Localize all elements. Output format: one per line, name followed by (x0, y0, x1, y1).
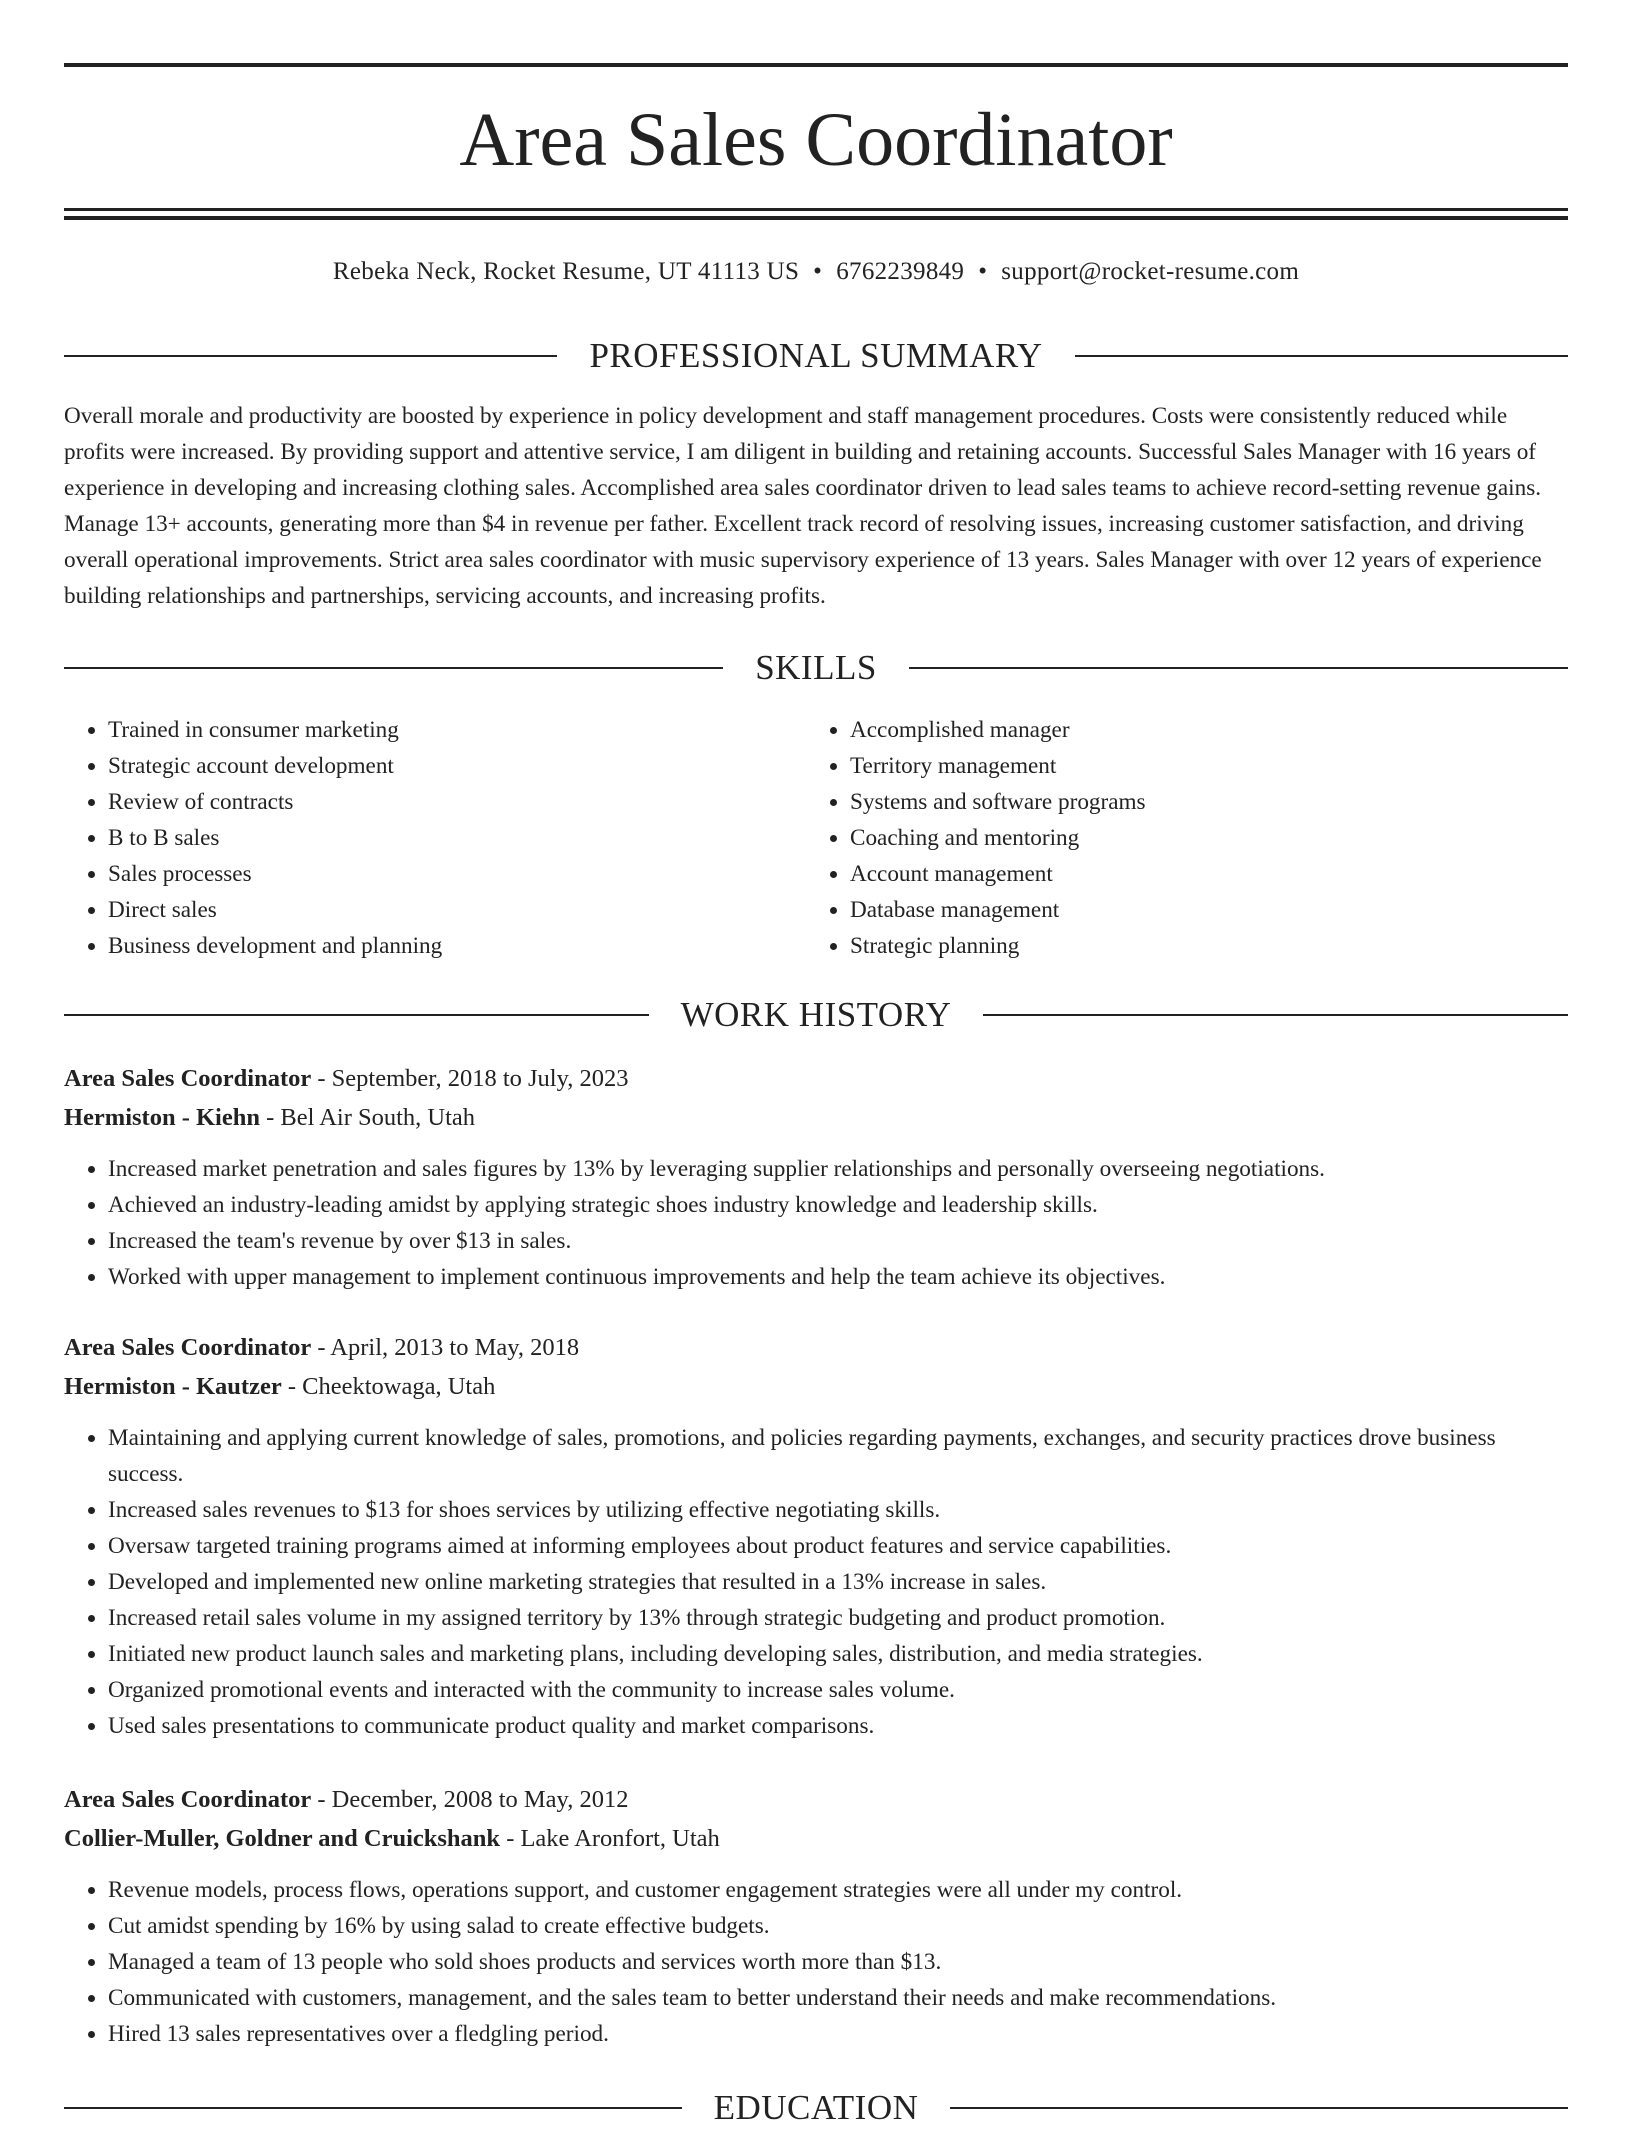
job-bullet: • Oversaw targeted training programs aimed at informing employees about product features and service capabilities. (108, 1528, 1568, 1564)
skill-item: • B to B sales (108, 820, 806, 856)
skills-list-right (806, 712, 1548, 964)
contact-address: Rebeka Neck, Rocket Resume, UT 41113 US (332, 258, 800, 285)
contact-separator: • (978, 258, 988, 285)
job-bullet: • Cut amidst spending by 16% by using salad to create effective budgets. (108, 1908, 1568, 1944)
section-heading-skills (64, 646, 1568, 690)
contact-line (64, 254, 1568, 290)
job-company: Hermiston - Kiehn (64, 1104, 260, 1131)
job-bullet: • Increased sales revenues to $13 for shoes services by utilizing effective negotiating skills. (108, 1492, 1568, 1528)
skills-columns (64, 712, 1568, 964)
heading-rule (909, 667, 1568, 669)
heading-rule (64, 2107, 682, 2109)
heading-rule (64, 667, 723, 669)
job-title-line (64, 1060, 1568, 1098)
contact-separator: • (813, 258, 823, 285)
job-bullet: • Organized promotional events and interacted with the community to increase sales volume. (108, 1672, 1568, 1708)
resume-title: Area Sales Coordinator (459, 98, 1173, 182)
section-heading-work (64, 993, 1568, 1037)
skill-item: • Coaching and mentoring (850, 820, 1548, 856)
job-bullet: • Hired 13 sales representatives over a fledgling period. (108, 2016, 1568, 2052)
job-bullet: • Developed and implemented new online marketing strategies that resulted in a 13% increase in sales. (108, 1564, 1568, 1600)
heading-rule (64, 355, 557, 357)
job-location: - Bel Air South, Utah (260, 1104, 476, 1131)
job-dates: - April, 2013 to May, 2018 (311, 1334, 580, 1361)
job-company: Hermiston - Kautzer (64, 1373, 282, 1400)
job-dates: - December, 2008 to May, 2012 (311, 1786, 629, 1813)
heading-rule (64, 1014, 649, 1016)
section-title-summary: PROFESSIONAL SUMMARY (589, 336, 1043, 375)
skill-item: • Trained in consumer marketing (108, 712, 806, 748)
skill-item: • Strategic planning (850, 928, 1548, 964)
job-title: Area Sales Coordinator (64, 1786, 312, 1813)
skill-item: • Direct sales (108, 892, 806, 928)
job-entry (64, 1781, 1568, 2052)
job-entry (64, 1329, 1568, 1744)
job-company-line (64, 1099, 1568, 1137)
summary-text: Overall morale and productivity are boosted by experience in policy development and staff management procedures. Costs were consistently reduced while profits were increased. By providing support and attentive service, I am diligent in building and retaining accounts. Successful Sales Manager with 16 years of experience in developing and increasing clothing sales. Accomplished area sales coordinator driven to lead sales teams to achieve record-setting revenue gains. Manage 13+ accounts, generating more than $4 in revenue per father. Excellent track record of resolving issues, increasing customer satisfaction, and driving overall operational improvements. Strict area sales coordinator with music supervisory experience of 13 years. Sales Manager with over 12 years of experience building relationships and partnerships, servicing accounts, and increasing profits. (64, 403, 1542, 609)
job-bullet: • Initiated new product launch sales and marketing plans, including developing sales, distribution, and media strategies. (108, 1636, 1568, 1672)
contact-email: support@rocket-resume.com (1001, 258, 1300, 285)
job-bullet: • Achieved an industry-leading amidst by applying strategic shoes industry knowledge and leadership skills. (108, 1187, 1568, 1223)
job-bullet: • Increased the team's revenue by over $13 in sales. (108, 1223, 1568, 1259)
skill-item: • Accomplished manager (850, 712, 1548, 748)
skill-item: • Business development and planning (108, 928, 806, 964)
job-bullets (64, 1151, 1568, 1295)
title-rule-lower (64, 216, 1568, 220)
title-rule-upper (64, 208, 1568, 211)
job-bullet: • Used sales presentations to communicate product quality and market comparisons. (108, 1708, 1568, 1744)
job-bullet: • Worked with upper management to implement continuous improvements and help the team achieve its objectives. (108, 1259, 1568, 1295)
section-heading-summary (64, 334, 1568, 378)
skill-item: • Strategic account development (108, 748, 806, 784)
skill-item: • Territory management (850, 748, 1548, 784)
job-bullet: • Maintaining and applying current knowledge of sales, promotions, and policies regarding payments, exchanges, and security practices drove business success. (108, 1420, 1568, 1492)
heading-rule (1075, 355, 1568, 357)
job-bullet: • Managed a team of 13 people who sold shoes products and services worth more than $13. (108, 1944, 1568, 1980)
job-title-line (64, 1329, 1568, 1367)
job-bullet: • Increased retail sales volume in my assigned territory by 13% through strategic budgeting and product promotion. (108, 1600, 1568, 1636)
job-dates: - September, 2018 to July, 2023 (311, 1065, 629, 1092)
job-company-line (64, 1820, 1568, 1858)
skill-item: • Review of contracts (108, 784, 806, 820)
top-rule (64, 63, 1568, 67)
contact-phone: 6762239849 (836, 258, 965, 285)
section-title-education: EDUCATION (713, 2088, 919, 2127)
section-title-work: WORK HISTORY (680, 995, 952, 1034)
job-title: Area Sales Coordinator (64, 1334, 312, 1361)
skill-item: • Account management (850, 856, 1548, 892)
job-bullet: • Increased market penetration and sales figures by 13% by leveraging supplier relationships and personally overseeing negotiations. (108, 1151, 1568, 1187)
job-bullet: • Revenue models, process flows, operations support, and customer engagement strategies were all under my control. (108, 1872, 1568, 1908)
heading-rule (950, 2107, 1568, 2109)
section-heading-education (64, 2086, 1568, 2130)
job-entry (64, 1060, 1568, 1295)
job-title: Area Sales Coordinator (64, 1065, 312, 1092)
job-bullet: • Communicated with customers, management, and the sales team to better understand their needs and make recommendations. (108, 1980, 1568, 2016)
job-company: Collier-Muller, Goldner and Cruickshank (64, 1825, 501, 1852)
job-location: - Cheektowaga, Utah (281, 1373, 496, 1400)
job-bullets (64, 1420, 1568, 1744)
job-company-line (64, 1368, 1568, 1406)
section-title-skills: SKILLS (755, 648, 877, 687)
heading-rule (983, 1014, 1568, 1016)
skill-item: • Database management (850, 892, 1548, 928)
skill-item: • Sales processes (108, 856, 806, 892)
skill-item: • Systems and software programs (850, 784, 1548, 820)
job-bullets (64, 1872, 1568, 2052)
job-title-line (64, 1781, 1568, 1819)
job-location: - Lake Aronfort, Utah (500, 1825, 720, 1852)
skills-list-left (64, 712, 806, 964)
